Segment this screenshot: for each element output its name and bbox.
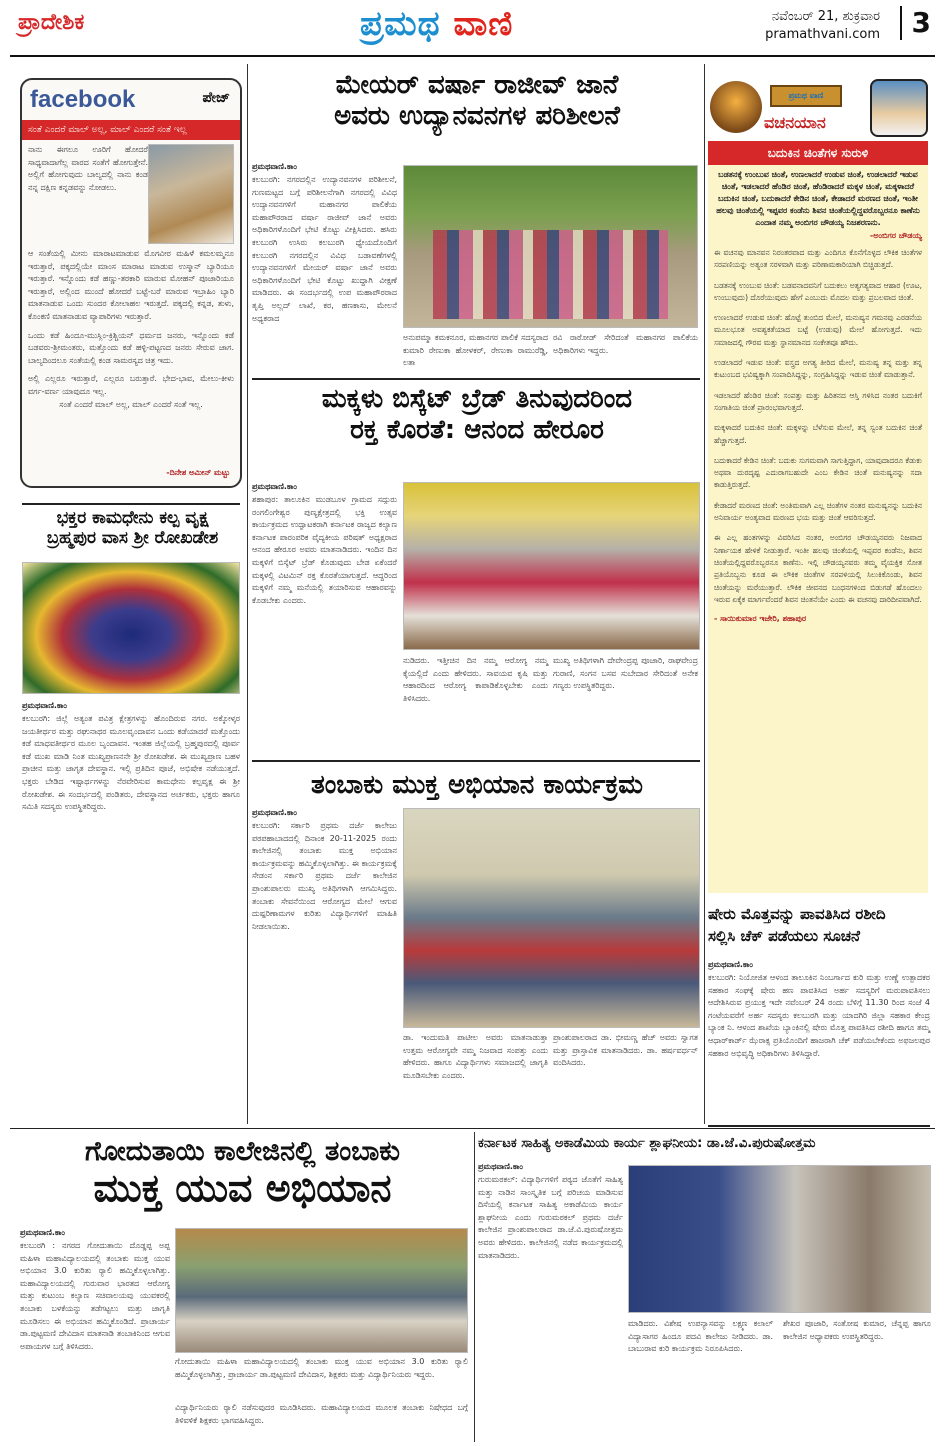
godutai-headline-line-2: ಮುಕ್ತ ಯುವ ಅಭಿಯಾನ bbox=[93, 1166, 392, 1211]
newspaper-logo[interactable] bbox=[360, 4, 513, 44]
section-divider bbox=[10, 1128, 935, 1129]
biscuit-byline: ಪ್ರಮಥವಾಣಿ.ಕಾಂ bbox=[252, 482, 297, 491]
section-label: ಪ್ರಾದೇಶಿಕ bbox=[18, 10, 85, 35]
facebook-author: -ದಿನೇಶ ಅಮೀನ್ ಮಟ್ಟು bbox=[166, 468, 230, 477]
logo-part-1: ಪ್ರಮಥ bbox=[360, 4, 441, 44]
mayor-body-cont-2: ರವಿ ರಾಠೋಡ್ ಸೇರಿದಂತೆ ಮಹಾನಗರ ಪಾಲಿಕೆಯ ಅಧಿಕಾರಿಗಳು ಇದ್ದರು. bbox=[553, 333, 698, 355]
vachana-paragraph: ಬಡತನಕ್ಕೆ ಉಂಬುವ ಚಿಂತೆ: ಬಡವನಾದವನಿಗೆ ಬದುಕಲು ಅತ್ಯಗತ್ಯವಾದ ಆಹಾರ (ಊಟ, ಉಂಬುವುದು) ದೊರೆಯುವುದು ಹೇಗೆ ಎಂಬುದು ಮೊದಲ ಮತ್ತು ಪ್ರಬಲವಾದ ಚಿಂತೆ. bbox=[714, 280, 922, 302]
shares-headline-line-2: ಸಲ್ಲಿಸಿ ಚೆಕ್ ಪಡೆಯಲು ಸೂಚನೆ bbox=[708, 927, 860, 945]
godutai-caption: ಗೋದುತಾಯಿ ಮಹಿಳಾ ಮಹಾವಿದ್ಯಾಲಯದಲ್ಲಿ ತಂಬಾಕು ಮುಕ್ತ ಯುವ ಅಭಿಯಾನ 3.0 ಕುರಿತು ರ್‍ಯಾಲಿ ಹಮ್ಮಿಕೊಳ್ಳಲಾಗಿತ್ತು, ಪ್ರಾಚಾರ್ಯ ಡಾ.ಪುಟ್ಟಮಣಿ ದೇವಿದಾಸ, ಶಿಕ್ಷಕರು ಮತ್ತು ವಿದ್ಯಾರ್ಥಿನಿಯರು ಇದ್ದರು. bbox=[175, 1357, 468, 1379]
sahitya-body: ಗುರುಮಠಕಲ್: ವಿದ್ಯಾರ್ಥಿಗಳಿಗೆ ಪಠ್ಯದ ಜೊತೆಗೆ ಸಾಹಿತ್ಯ ಮತ್ತು ನಾಡಿನ ಸಾಂಸ್ಕೃತಿಕ ಬಗ್ಗೆ ಪರಿಚಯ ಮಾಡಿಸುವ ದಿಸೆಯಲ್ಲಿ ಕರ್ನಾಟಕ ಸಾಹಿತ್ಯ ಅಕಾಡೆಮಿಯ ಕಾರ್ಯ ಶ್ಲಾಘನೀಯ ಎಂದು ಗುರುಮಠಕಲ್ ಪ್ರಥಮ ದರ್ಜೆ ಕಾಲೇಜಿನ ಪ್ರಾಂಶುಪಾಲರಾದ ಡಾ.ಜೆ.ವಿ.ಪುರುಷೋತ್ತಮ ಅವರು ಹೇಳಿದರು. ಕಾಲೇಜಿನಲ್ಲಿ ನಡೆದ ಕಾರ್ಯಕ್ರಮದಲ್ಲಿ ಮಾತನಾಡಿದರು. bbox=[478, 1175, 623, 1260]
facebook-banner: ಸಂತೆ ಎಂದರೆ ಮಾಲ್ ಅಲ್ಲ, ಮಾಲ್ ಎಂದರೆ ಸಂತೆ ಇಲ್ಲ bbox=[22, 120, 240, 140]
mayor-body-cont-1: ಅನುಪಮ್ಮಾ ಕಮಕನೂರ, ಮಹಾನಗರ ಪಾಲಿಕೆ ಸದಸ್ಯರಾದ ಕುಮಾರಿ ರೇಣುಕಾ ಹೋಳಕರ್, ರೇಣುಕಾ ರಾಮುರೆಡ್ಡಿ, ಲತಾ bbox=[403, 333, 548, 368]
section-divider bbox=[22, 503, 240, 505]
masthead-meta bbox=[765, 8, 880, 44]
sahitya-headline[interactable]: ಕರ್ನಾಟಕ ಸಾಹಿತ್ಯ ಅಕಾಡೆಮಿಯ ಕಾರ್ಯ ಶ್ಲಾಘನೀಯ: ಡಾ.ಜೆ.ವಿ.ಪುರುಷೋತ್ತಮ bbox=[478, 1136, 816, 1151]
columnist-photo bbox=[870, 79, 928, 137]
shares-headline-line-1: ಷೇರು ಮೊತ್ತವನ್ನು ಪಾವತಿಸಿದ ರಶೀದಿ bbox=[708, 905, 886, 923]
temple-headline-line-1: ಭಕ್ತರ ಕಾಮಧೇನು ಕಲ್ಪ ವೃಕ್ಷ bbox=[56, 508, 209, 528]
website-link[interactable]: pramathvani.com bbox=[765, 27, 880, 42]
facebook-page-box bbox=[20, 78, 242, 488]
section-divider bbox=[708, 1125, 930, 1127]
vachana-paragraph: ಕೇಡಾದರೆ ಮರಣದ ಚಿಂತೆ: ಅಂತಿಮವಾಗಿ ಎಲ್ಲ ಚಿಂತೆಗಳ ನಂತರ ಮನುಷ್ಯನನ್ನು ಬದುಕಿನ ಅನಿವಾರ್ಯ ಅಂತ್ಯವಾದ ಮರಣದ ಭಯ ಮತ್ತು ಚಿಂತೆ ಆವರಿಸುತ್ತದೆ. bbox=[714, 500, 922, 523]
biscuit-body-cont-2: ಮುಖ್ಯ ಅತಿಥಿಗಳಾಗಿ ದೇವೇಂದ್ರಪ್ಪ ಪೂಜಾರಿ, ರಾಘವೇಂದ್ರ ಗುರಾಣಿ, ಸಂಗನ ಬಸವ ಸುಬೇದಾರ ಸೇರಿದಂತೆ ಅನೇಕ ಗಣ್ಯರು ಉಪಸ್ಥಿತರಿದ್ದರು. bbox=[553, 656, 698, 691]
facebook-body bbox=[28, 248, 234, 411]
people-group bbox=[433, 230, 667, 319]
mayor-headline-line-2: ಅವರು ಉದ್ಯಾನವನಗಳ ಪರಿಶೀಲನೆ bbox=[334, 101, 620, 132]
facebook-para-2: ಆ ಸಂತೆಯಲ್ಲಿ ಮೀನು ಮಾರಾಟಮಾಡುವ ಮೊಗವೀರ ಮಹಿಳೆ ಕಮಲಮ್ಮನೂ ಇರುತ್ತಾರೆ, ಪಕ್ಕದಲ್ಲಿಯೇ ಮಾಂಸ ಮಾರಾಟ ಮಾಡುವ ಉಸ್ಮಾನ್ ಬ್ಯಾರಿಯೂ ಇರುತ್ತಾರೆ. ಇನ್ನೊಂದು ಕಡೆ ಹಣ್ಣು-ತರಕಾರಿ ಮಾರುವ ಮೋಹನ್ ಪೂಜಾರಿಯೂ ಇರುತ್ತಾರೆ, ಅಲ್ಲಿಂದ ಮುಂದೆ ಹೋದರೆ ಬಟ್ಟೆ-ಬರೆ ಮಾರುವ ಇಬ್ರಾಹಿಂ ಬ್ಯಾರಿ ಮಾತನಾಡುವ ಒಂದು ಸುಂದರ ಕೋಲಾಹಲ ಇರುತ್ತದೆ. ಪಕ್ಕದಲ್ಲಿ ಕನ್ನಡ, ತುಳು, ಕೊಂಕಣಿ ಮಾತನಾಡುವ ವ್ಯಾಪಾರಿಗಳು ಇರುತ್ತಾರೆ. bbox=[28, 249, 234, 321]
vachana-author: -ಅಂಬಿಗರ ಚೌಡಯ್ಯ bbox=[869, 231, 922, 240]
tobacco-article-body bbox=[252, 808, 397, 933]
vachana-paragraph: ಈ ಎಲ್ಲ ಹಂತಗಳನ್ನು ವಿವರಿಸಿದ ನಂತರ, ಅಂಬಿಗರ ಚೌಡಯ್ಯನವರು ನಿಜವಾದ ನಿರ್ಣಾಯಕ ಹೇಳಿಕೆ ನೀಡುತ್ತಾರೆ. ಇಂತೀ ಹಲವು ಚಿಂತೆಯಲ್ಲಿ ಇಪ್ಪವರ ಕಂಡೆನು, ಶಿವನ ಚಿಂತೆಯಲ್ಲಿದ್ದವರೊಬ್ಬರನೂ ಕಾಣೆನು. ಇಲ್ಲಿ ಚೌಡಯ್ಯನವರು ತಮ್ಮ ವೈಯಕ್ತಿಕ ಸೋತ ಪ್ರತಿಯೊಬ್ಬನು ಕೂಡ ಈ ಲೌಕಿಕ ಚಿಂತೆಗಳ ಸರಪಳಿಯಲ್ಲಿ ಸಿಲುಕಿಕೊಂಡು, ಶಿವನ ಚಿಂತೆಯನ್ನು ಮರೆಯುತ್ತಾರೆ. ಲೌಕಿಕ ಜೀವನದ ಬಂಧನಗಳಿಂದ ಬಿಡುಗಡೆ ಹೊಂದಲು ಇರುವ ಏಕೈಕ ಮಾರ್ಗವೆಂದರೆ ಶಿವನ ಚಿಂತನೆಯೇ ಎಂದು ಈ ವಚನವು ದಾರಿದೀಪವಾಗಿದೆ. bbox=[714, 533, 922, 604]
vachana-paragraph: ಉಡಲಾದರೆ ಇಡುವ ಚಿಂತೆ: ವಸ್ತ್ರದ ಅಗತ್ಯ ತೀರಿದ ಮೇಲೆ, ಮನುಷ್ಯ ತನ್ನ ಮತ್ತು ತನ್ನ ಕುಟುಂಬದ ಭವಿಷ್ಯಕ್ಕಾಗಿ ಸಂಪಾದಿಸಿದ್ದನ್ನು, ಸಂಗ್ರಹಿಸಿದ್ದನ್ನು ಇಡುವ ಚಿಂತೆ ಮಾಡುತ್ತಾನೆ. bbox=[714, 358, 922, 380]
facebook-logo: facebook bbox=[30, 86, 136, 113]
tobacco-photo bbox=[403, 808, 700, 1028]
section-divider bbox=[252, 378, 700, 380]
tobacco-body-cont-1: ಡಾ. ಇಂದುಮತಿ ಪಾಟೀಲ ಅವರು ಮಾತನಾಡುತ್ತಾ ಉತ್ತಮ ಆರೋಗ್ಯವೇ ನಮ್ಮ ನಿಜವಾದ ಸಂಪತ್ತು ಎಂದು ಹೇಳಿದರು. ಹಾಗೂ ವಿದ್ಯಾರ್ಥಿಗಳು ಸಮಾಜದಲ್ಲಿ ಜಾಗೃತಿ ಮೂಡಿಸಬೇಕು ಎಂದರು. bbox=[403, 1033, 548, 1080]
biscuit-headline-line-2: ರಕ್ತ ಕೊರತೆ: ಆನಂದ ಹೇರೂರ bbox=[350, 415, 604, 446]
shares-byline: ಪ್ರಮಥವಾಣಿ.ಕಾಂ bbox=[708, 960, 753, 969]
logo-part-2: ವಾಣಿ bbox=[453, 4, 514, 44]
facebook-para-3: ಒಂದು ಕಡೆ ಹಿಂದೂ-ಮುಸ್ಲಿಂ-ಕ್ರಿಶ್ಚಿಯನ್ ಧರ್ಮದ ಜನರು, ಇನ್ನೊಂದು ಕಡೆ ಬಡವರು-ಶ್ರೀಮಂತರು, ಮತ್ತೊಂದು ಕಡೆ ಹಳ್ಳಿ-ಪಟ್ಟಣದ ಜನರು ಸೇರುವ ಜಾಗ. ಬಾಲ್ಯದಿಂದಲೂ ಸಂತೆಯಲ್ಲಿ ಕಂಡ ಸಾಮರಸ್ಯದ ಚಿತ್ರ ಇದು. bbox=[28, 330, 234, 365]
tobacco-byline: ಪ್ರಮಥವಾಣಿ.ಕಾಂ bbox=[252, 808, 297, 817]
shares-article-body bbox=[708, 960, 930, 1060]
mayor-photo bbox=[403, 165, 698, 328]
column-divider bbox=[247, 64, 248, 1124]
facebook-closing: ಸಂತೆ ಎಂದರೆ ಮಾಲ್ ಅಲ್ಲ, ಮಾಲ್ ಎಂದರೆ ಸಂತೆ ಇಲ್ಲ. bbox=[59, 399, 203, 409]
sahitya-article-body bbox=[478, 1162, 623, 1262]
vachanayana-board: ಪ್ರಮಥ ವಾಣಿ bbox=[770, 85, 842, 107]
facebook-para-4: ಅಲ್ಲಿ ಎಲ್ಲರೂ ಇರುತ್ತಾರೆ, ಎಲ್ಲರೂ ಬರುತ್ತಾರೆ. ಭೇದ-ಭಾವ, ಮೇಲು-ಕೀಳು ವರ್ಗ-ವರ್ಣ ಯಾವುದೂ ಇಲ್ಲ. bbox=[28, 374, 234, 396]
facebook-para-1: ನಾನು ಈಗಲೂ ಊರಿಗೆ ಹೋದರೆ ಸಾಧ್ಯವಾದಾಗೆಲ್ಲ ವಾರದ ಸಂತೆಗೆ ಹೋಗುತ್ತೇನೆ. ಅಲ್ಲಿಗೆ ಹೋಗುವುದು ಬಾಲ್ಯದಲ್ಲಿ ನಾನು ಕಂಡ ನನ್ನ ದಕ್ಷಿಣ ಕನ್ನಡವನ್ನು ನೋಡಲು. bbox=[28, 145, 148, 192]
mayor-body: ಕಲಬುರಗಿ: ನಗರದಲ್ಲಿನ ಉದ್ಯಾನವನಗಳ ಪರಿಶೀಲನೆ, ಗುಣಮಟ್ಟದ ಬಗ್ಗೆ ಪರಿಶೀಲನೆಗಾಗಿ ನಗರದಲ್ಲಿ ವಿವಿಧ ಉದ್ಯಾನವನಗಳಿಗೆ ಮಹಾನಗರ ಪಾಲಿಕೆಯ ಮಹಾಪೌರರಾದ ವರ್ಷಾ ರಾಜೀವ್ ಜಾನೆ ಅವರು ಅಧಿಕಾರಿಗಳೊಂದಿಗೆ ಭೇಟಿ ಕೊಟ್ಟು ವೀಕ್ಷಿಸಿದರು. ಹಸಿರು ಕಲಬುರಗಿ ಉಸಿರು ಕಲಬುರಗಿ ಧ್ಯೇಯದೊಂದಿಗೆ ಕಲಬುರಗಿ ನಗರದಲ್ಲಿನ ವಿವಿಧ ಬಡಾವಣೆಗಳಲ್ಲಿ ಉದ್ಯಾನವನಗಳಿಗೆ ಮೇಯರ್ ವರ್ಷಾ ಜಾನೆ ಅವರು ಅಧಿಕಾರಿಗಳೊಂದಿಗೆ ಭೇಟಿ ಕೊಟ್ಟು ಖುದ್ದಾಗಿ ವೀಕ್ಷಣೆ ಮಾಡಿದರು. ಈ ಸಂದರ್ಭದಲ್ಲಿ ಉಪ ಮಹಾಪೌರರಾದ ತೃಪ್ತಿ ಅಲ್ಲದ್ ಲಾಖೆ, ಕರ, ಹಣಕಾಸು, ಮೇಲನೆ ಅಧ್ಯಕರಾದ bbox=[252, 175, 397, 323]
sahitya-photo bbox=[628, 1165, 931, 1313]
mayor-headline[interactable] bbox=[252, 70, 702, 132]
temple-photo bbox=[22, 562, 240, 694]
temple-byline: ಪ್ರಮಥವಾಣಿ.ಕಾಂ bbox=[22, 701, 67, 710]
sahitya-body-cont-2: ಶೇಖರ ಪೂಜಾರಿ, ಸಂತೋಷ ಕುಮಾರ, ಚೆನ್ನಪ್ಪ ಹಾಗೂ ಕಾಲೇಜಿನ ಅಧ್ಯಾಪಕರು ಉಪಸ್ಥಿತರಿದ್ದರು. bbox=[783, 1319, 931, 1341]
biscuit-photo bbox=[403, 482, 700, 650]
vachana-paragraph: ಉಣಲಾದರೆ ಉಡುವ ಚಿಂತೆ: ಹೊಟ್ಟೆ ತುಂಬಿದ ಮೇಲೆ, ಮನುಷ್ಯನ ಗಮನವು ಎರಡನೆಯ ಮೂಲಭೂತ ಅವಶ್ಯಕತೆಯಾದ ಬಟ್ಟೆ (ಉಡುವು) ಮೇಲೆ ಹೋಗುತ್ತದೆ. ಇದು ಸಮಾಜದಲ್ಲಿ ಗೌರವ ಮತ್ತು ಸ್ಥಾನಮಾನದ ಸಂಕೇತವೂ ಹೌದು. bbox=[714, 313, 922, 347]
godutai-headline[interactable] bbox=[15, 1136, 470, 1211]
biscuit-article-body bbox=[252, 482, 397, 607]
vachanayana-banner: ಬದುಕಿನ ಚಿಂತೆಗಳ ಸುರುಳಿ bbox=[708, 141, 928, 165]
mayor-byline: ಪ್ರಮಥವಾಣಿ.ಕಾಂ bbox=[252, 162, 297, 171]
biscuit-headline-line-1: ಮಕ್ಕಳು ಬಿಸ್ಕೆಟ್ ಬ್ರೆಡ್ ತಿನುವುದರಿಂದ bbox=[321, 384, 633, 414]
vachanayana-footer-author: - ಸಾಯಿಕುಮಾರ ಇಜೇರಿ, ಶಹಾಪುರ bbox=[714, 614, 807, 624]
vachanayana-box bbox=[708, 75, 932, 895]
mayor-article-body bbox=[252, 162, 397, 325]
tobacco-body: ಕಲಬುರಗಿ: ಸರ್ಕಾರಿ ಪ್ರಥಮ ದರ್ಜೆ ಕಾಲೇಜು ಪಠಪಹಾಬಾದದಲ್ಲಿ ದಿನಾಂಕ 20-11-2025 ರಂದು ಕಾಲೇಜಿನಲ್ಲಿ ತಂಬಾಕು ಮುಕ್ತ ಅಭಿಯಾನ ಕಾರ್ಯಕ್ರಮವನ್ನು ಹಮ್ಮಿಕೊಳ್ಳಲಾಗಿತ್ತು. ಈ ಕಾರ್ಯಕ್ರಮಕ್ಕೆ ಸೇಡಂನ ಸರ್ಕಾರಿ ಪ್ರಥಮ ದರ್ಜೆ ಕಾಲೇಜಿನ ಪ್ರಾಂಶುಪಾಲರು ಮುಖ್ಯ ಅತಿಥಿಗಳಾಗಿ ಆಗಮಿಸಿದ್ದರು. ತಂಬಾಕು ಸೇವನೆಯಿಂದ ಆರೋಗ್ಯದ ಮೇಲೆ ಆಗುವ ದುಷ್ಪರಿಣಾಮಗಳ ಕುರಿತು ವಿದ್ಯಾರ್ಥಿಗಳಿಗೆ ಮಾಹಿತಿ ನೀಡಲಾಯಿತು. bbox=[252, 821, 397, 931]
vachana-paragraph: ಈ ವಚನವು ಮಾನವನ ನಿರಂತರವಾದ ಮತ್ತು ಎಂದಿಗೂ ಕೊನೆಗೊಳ್ಳದ ಲೌಕಿಕ ಚಿಂತೆಗಳ ಸರಪಣಿಯನ್ನು ಅತ್ಯಂತ ಸರಳವಾಗಿ ಮತ್ತು ಪರಿಣಾಮಕಾರಿಯಾಗಿ ಬಿಚ್ಚಿಡುತ್ತದೆ. bbox=[714, 248, 922, 270]
author-photo bbox=[148, 144, 234, 244]
meditation-illustration bbox=[710, 81, 762, 133]
vachana-quote: ಬಡತನಕ್ಕೆ ಉಂಬುವ ಚಿಂತೆ, ಉಣಲಾದರೆ ಉಡುವ ಚಿಂತೆ, ಉಡಲಾದರೆ ಇಡುವ ಚಿಂತೆ, ಇಡಲಾದರೆ ಹೆಂಡಿರ ಚಿಂತೆ, ಹೆಂಡಿರಾದರೆ ಮಕ್ಕಳ ಚಿಂತೆ, ಮಕ್ಕಳಾದರೆ ಬದುಕಿನ ಚಿಂತೆ, ಬದುಕಾದರೆ ಕೇಡಿನ ಚಿಂತೆ, ಕೇಡಾದರೆ ಮರಣದ ಚಿಂತೆ, ಇಂತೀ ಹಲವು ಚಿಂತೆಯಲ್ಲಿ ಇಪ್ಪವರ ಕಂಡೆನು ಶಿವನ ಚಿಂತೆಯಲ್ಲಿದ್ದವರೊಬ್ಬರನೂ ಕಾಣೆನು ಎಂದಾತ ನಮ್ಮ ಅಂಬಿಗರ ಚೌಡಯ್ಯ ನಿಜಶರಣನು. bbox=[716, 170, 920, 227]
biscuit-headline[interactable] bbox=[252, 384, 702, 446]
column-divider bbox=[474, 1132, 475, 1442]
biscuit-body: ಶಹಾಪುರ: ತಾಲೂಕಿನ ಮುಡಬೂಳ ಗ್ರಾಮದ ಸದ್ಗುರು ರಂಗಲಿಂಗೇಶ್ವರ ಪುಣ್ಯಕ್ಷೇತ್ರದಲ್ಲಿ ಭಕ್ತಿ ಉತ್ಸವ ಕಾರ್ಯಕ್ರಮದ ಉದ್ಘಾಟಕರಾಗಿ ಕರ್ನಾಟಕ ರಾಜ್ಯದ ಕಲ್ಯಾಣ ಕರ್ನಾಟಕ ಪಾರಂಪರಿಕ ವೈದ್ಯಕೀಯ ಪರಿಷತ್ ಅಧ್ಯಕ್ಷರಾದ ಆನಂದ ಹೇರೂರ ಅವರು ಮಾತನಾಡಿದರು. ಇಂದಿನ ದಿನ ಮಕ್ಕಳಿಗೆ ಬಿಸ್ಕೆಟ್ ಬ್ರೆಡ್ ಕೊಡುವುದು ಬೇಡ ಏಕೆಂದರೆ ಮಕ್ಕಳಲ್ಲಿ ವಿಟಮಿನ್ ರಕ್ತ ಕೊರತೆಯಾಗುತ್ತದೆ. ಆದ್ದರಿಂದ ಮಕ್ಕಳಿಗೆ ನಮ್ಮ ಮನೆಯಲ್ಲಿ ತಯಾರಿಸುವ ಆಹಾರವನ್ನು ಕೊಡಬೇಕು ಎಂದರು. bbox=[252, 495, 397, 605]
tobacco-headline[interactable]: ತಂಬಾಕು ಮುಕ್ತ ಅಭಿಯಾನ ಕಾರ್ಯಕ್ರಮ bbox=[310, 770, 644, 800]
masthead-divider bbox=[10, 55, 935, 57]
shares-body: ಕಲಬುರಗಿ: ನಿಯೋಜಿತ ಆಳಂದ ತಾಲೂಕಿನ ನಿಂಬರ್ಗಾದ ಕುರಿ ಮತ್ತು ಉಣ್ಣೆ ಉತ್ಪಾದಕರ ಸಹಕಾರ ಸಂಘಕ್ಕೆ ಷೇರು ಹಣ ಪಾವತಿಸಿದ ಅರ್ಹ ಸದಸ್ಯರಿಗೆ ಮರುಪಾವತಿಸಲು ಆದೇಶಿಸಿರುವ ಪ್ರಯುಕ್ತ ಇದೇ ನವೆಂಬರ್ 24 ರಂದು ಬೆಳಿಗ್ಗೆ 11.30 ರಿಂದ ಸಂಜೆ 4 ಗಂಟೆಯವರೆಗೆ ಅರ್ಹ ಸದಸ್ಯರು ಕಲಬುರಗಿ ಮತ್ತು ಯಾದಗಿರಿ ಜಿಲ್ಲಾ ಸಹಕಾರ ಕೇಂದ್ರ ಬ್ಯಾಂಕ ನಿ. ಆಳಂದ ಶಾಖೆಯ ಬ್ಯಾಂಕಿನಲ್ಲಿ ಷೇರು ಮೊತ್ತ ಪಾವತಿಸಿದ ರಶೀದಿ ಹಾಗೂ ತಮ್ಮ ಆಧಾರ್‌ಕಾರ್ಡ್ ಝೆರಾಕ್ಸ ಪ್ರತಿಯೊಂದಿಗೆ ಹಾಜರಾಗಿ ಚೆಕ್ ಪಡೆಯಬೇಕೆಂದು ಅಫಜಲಪುರ ಸಹಕಾರ ಅಭಿವೃದ್ಧಿ ಅಧಿಕಾರಿಗಳು ತಿಳಿಸಿದ್ದಾರೆ. bbox=[708, 973, 930, 1058]
mayor-headline-line-1: ಮೇಯರ್ ವರ್ಷಾ ರಾಜೀವ್ ಜಾನೆ bbox=[335, 70, 619, 100]
sahitya-byline: ಪ್ರಮಥವಾಣಿ.ಕಾಂ bbox=[478, 1162, 523, 1171]
godutai-article-body bbox=[20, 1228, 170, 1353]
temple-headline-line-2: ಬ್ರಹ್ಮಪುರ ವಾಸ ಶ್ರೀ ರೋಖಡೇಶ bbox=[46, 528, 219, 549]
godutai-byline: ಪ್ರಮಥವಾಣಿ.ಕಾಂ bbox=[20, 1228, 65, 1237]
shares-headline[interactable] bbox=[708, 905, 933, 945]
godutai-body: ಕಲಬುರಗಿ : ನಗರದ ಗೋದುತಾಯಿ ದೊಡ್ಡಪ್ಪ ಅಪ್ಪ ಮಹಿಳಾ ಮಹಾವಿದ್ಯಾಲಯದಲ್ಲಿ ತಂಬಾಕು ಮುಕ್ತ ಯುವ ಅಭಿಯಾನ 3.0 ಕುರಿತು ರ್‍ಯಾಲಿ ಹಮ್ಮಿಕೊಳ್ಳಲಾಗಿತ್ತು. ಮಹಾವಿದ್ಯಾಲಯದಲ್ಲಿ ಗುರುವಾರ ಭಾರತದ ಆರೋಗ್ಯ ಮತ್ತು ಕುಟುಂಬ ಕಲ್ಯಾಣ ಸಚಿವಾಲಯವು ಯುವಕರಲ್ಲಿ ತಂಬಾಕು ಬಳಕೆಯನ್ನು ತಡೆಗಟ್ಟಲು ಮತ್ತು ಜಾಗೃತಿ ಮೂಡಿಸಲು ಈ ಅಭಿಯಾನ ಹಮ್ಮಿಕೊಂಡಿದೆ. ಪ್ರಾಚಾರ್ಯ ಡಾ.ಪುಟ್ಟಮಣಿ ದೇವಿದಾಸ ಮಾತನಾಡಿ ತಂಬಾಕಿನಿಂದ ಆಗುವ ಅಪಾಯಗಳ ಬಗ್ಗೆ ತಿಳಿಸಿದರು. bbox=[20, 1241, 170, 1351]
vachanayana-title: ವಚನಯಾನ bbox=[764, 113, 826, 132]
tobacco-body-cont-2: ಪ್ರಾಂಶುಪಾಲರಾದ ಡಾ. ಭೀಮಣ್ಣ ಹೆಚ್ ಅವರು ಸ್ವಾಗತ ಮತ್ತು ಪ್ರಾಸ್ತಾವಿಕ ಮಾತನಾಡಿದರು. ಡಾ. ಹರ್ಷವರ್ಧನ್ ವಂದಿಸಿದರು. bbox=[553, 1033, 698, 1068]
godutai-body-cont: ವಿದ್ಯಾರ್ಥಿನಿಯರು ರ್‍ಯಾಲಿ ನಡೆಸುವುದರ ಮೂಡಿಸಿದರು. ಮಹಾವಿದ್ಯಾಲಯದ ಮೂಲಕ ತಂಬಾಕು ನಿಷೇಧದ ಬಗ್ಗೆ ತಿಳಿವಳಿಕೆ ಶಿಕ್ಷಕರು ಭಾಗವಹಿಸಿದ್ದರು. bbox=[175, 1403, 468, 1425]
temple-article-body bbox=[22, 701, 240, 814]
godutai-photo bbox=[175, 1228, 468, 1353]
godutai-headline-line-1: ಗೋದುತಾಯಿ ಕಾಲೇಜಿನಲ್ಲಿ ತಂಬಾಕು bbox=[85, 1136, 400, 1167]
sahitya-body-cont-1: ಮಾಡಿದರು. ವಿಶೇಷ ಉಪನ್ಯಾಸವನ್ನು ಲಕ್ಷ್ಮಣ ಕಲಾಲ್ ವಿದ್ಯಾಸಾಗರ ಹಿಂದೂ ಪದವಿ ಕಾಲೇಜು ನೀಡಿದರು. ಡಾ. ಬಾಬುರಾವ ಕುರಿ ಕಾರ್ಯಕ್ರಮ ನಿರೂಪಿಸಿದರು. bbox=[628, 1319, 773, 1354]
biscuit-body-cont-1: ನುಡಿದರು. ಇತ್ತೀಚಿನ ದಿನ ನಮ್ಮ ಆರೋಗ್ಯ ನಮ್ಮ ಕೈಯಲ್ಲಿದೆ ಎಂದು ಹೇಳಿದರು. ಸಾವಯವ ಕೃಷಿ ಮತ್ತು ಆಹಾರದಿಂದ ಆರೋಗ್ಯ ಕಾಪಾಡಿಕೊಳ್ಳಬೇಕು ಎಂದು ತಿಳಿಸಿದರು. bbox=[403, 656, 548, 703]
vachana-paragraph: ಇಡಲಾದರೆ ಹೆಂಡಿರ ಚಿಂತೆ: ಸಂಪತ್ತು ಮತ್ತು ಹಿರಿತನದ ಆಸ್ತಿ ಗಳಿಸಿದ ನಂತರ ಬದುಕಿಗೆ ಸಂಗಾತಿಯ ಚಿಂತೆ ಪ್ರಾರಂಭವಾಗುತ್ತದೆ. bbox=[714, 390, 922, 412]
page-number: 3 bbox=[900, 6, 931, 40]
vachana-paragraph: ಬದುಕಾದರೆ ಕೇಡಿನ ಚಿಂತೆ: ಬದುಕು ಸುಗಮವಾಗಿ ಸಾಗುತ್ತಿದ್ದಾಗ, ಯಾವುದಾದರೂ ಕೆಡುಕು ಅಥವಾ ದುರದೃಷ್ಟ ಎದುರಾಗಬಹುದೇ ಎಂಬ ಕೇಡಿನ ಚಿಂತೆ ಮನುಷ್ಯನನ್ನು ಸದಾ ಕಾಡುತ್ತಿರುತ್ತದೆ. bbox=[714, 455, 922, 490]
vachana-paragraph: ಮಕ್ಕಳಾದರೆ ಬದುಕಿನ ಚಿಂತೆ: ಮಕ್ಕಳನ್ನು ಬೆಳೆಸುವ ಮೇಲೆ, ತನ್ನ ಸ್ವಂತ ಬದುಕಿನ ಚಿಂತೆ ಹೆಚ್ಚಾಗುತ್ತದೆ. bbox=[714, 423, 922, 445]
vachanayana-body bbox=[708, 165, 928, 893]
temple-body: ಕಲಬುರಗಿ: ಜಿಲ್ಲೆ ಅತ್ಯಂತ ಪವಿತ್ರ ಕ್ಷೇತ್ರಗಳನ್ನು ಹೊಂದಿರುವ ನಗರ. ಅಕ್ಕೋಳ್ಕರ ಜಯತೀರ್ಥರ ಮತ್ತು ರಘುನಾಥರ ಮೂಲವೃಂದಾವನ ಒಂದು ಕಡೆಯಾದರೆ ಮತ್ತೊಂದು ಕಡೆ ಮಾಧವತೀರ್ಥರ ಮೂಲ ಬೃಂದಾವನ. ಇಂತಹ ಜಿಲ್ಲೆಯಲ್ಲಿ ಬ್ರಹ್ಮಪುರದಲ್ಲಿ ಪೂರ್ವ ಕಡೆ ಮುಖ ಮಾಡಿ ನಿಂತ ಮುಖ್ಯಪ್ರಾಣನನೇ ಶ್ರೀ ರೋಖಡೇಶ. ಈ ಮುಖ್ಯಪ್ರಾಣ ಬಹಳ ಪ್ರಾಚೀನ ಮತ್ತು ಜಾಗೃತ ದೇವಸ್ಥಾನ. ಇಲ್ಲಿ ಪ್ರತಿದಿನ ಪೂಜೆ, ಅಭಿಷೇಕ ನಡೆಯುತ್ತದೆ. ಭಕ್ತರು ಬೇಡಿದ ಇಷ್ಟಾರ್ಥಗಳನ್ನು ನೆರವೇರಿಸುವ ಕಾಮಧೇನು ಕಲ್ಪವೃಕ್ಷ ಈ ಶ್ರೀ ರೋಖಡೇಶ. ಈ ಸಂದರ್ಭದಲ್ಲಿ ಪಂಡಿತರು, ದೇವಸ್ಥಾನದ ಅರ್ಚಕರು, ಭಕ್ತರು ಹಾಗೂ ಸಮಿತಿ ಸದಸ್ಯರು ಉಪಸ್ಥಿತರಿದ್ದರು. bbox=[22, 714, 240, 812]
section-divider bbox=[252, 760, 700, 762]
column-divider bbox=[704, 64, 705, 1124]
page-label: ಪೇಜ್ bbox=[202, 90, 230, 106]
issue-date: ನವೆಂಬರ್ 21, ಶುಕ್ರವಾರ bbox=[771, 9, 880, 24]
temple-headline[interactable] bbox=[20, 508, 245, 549]
